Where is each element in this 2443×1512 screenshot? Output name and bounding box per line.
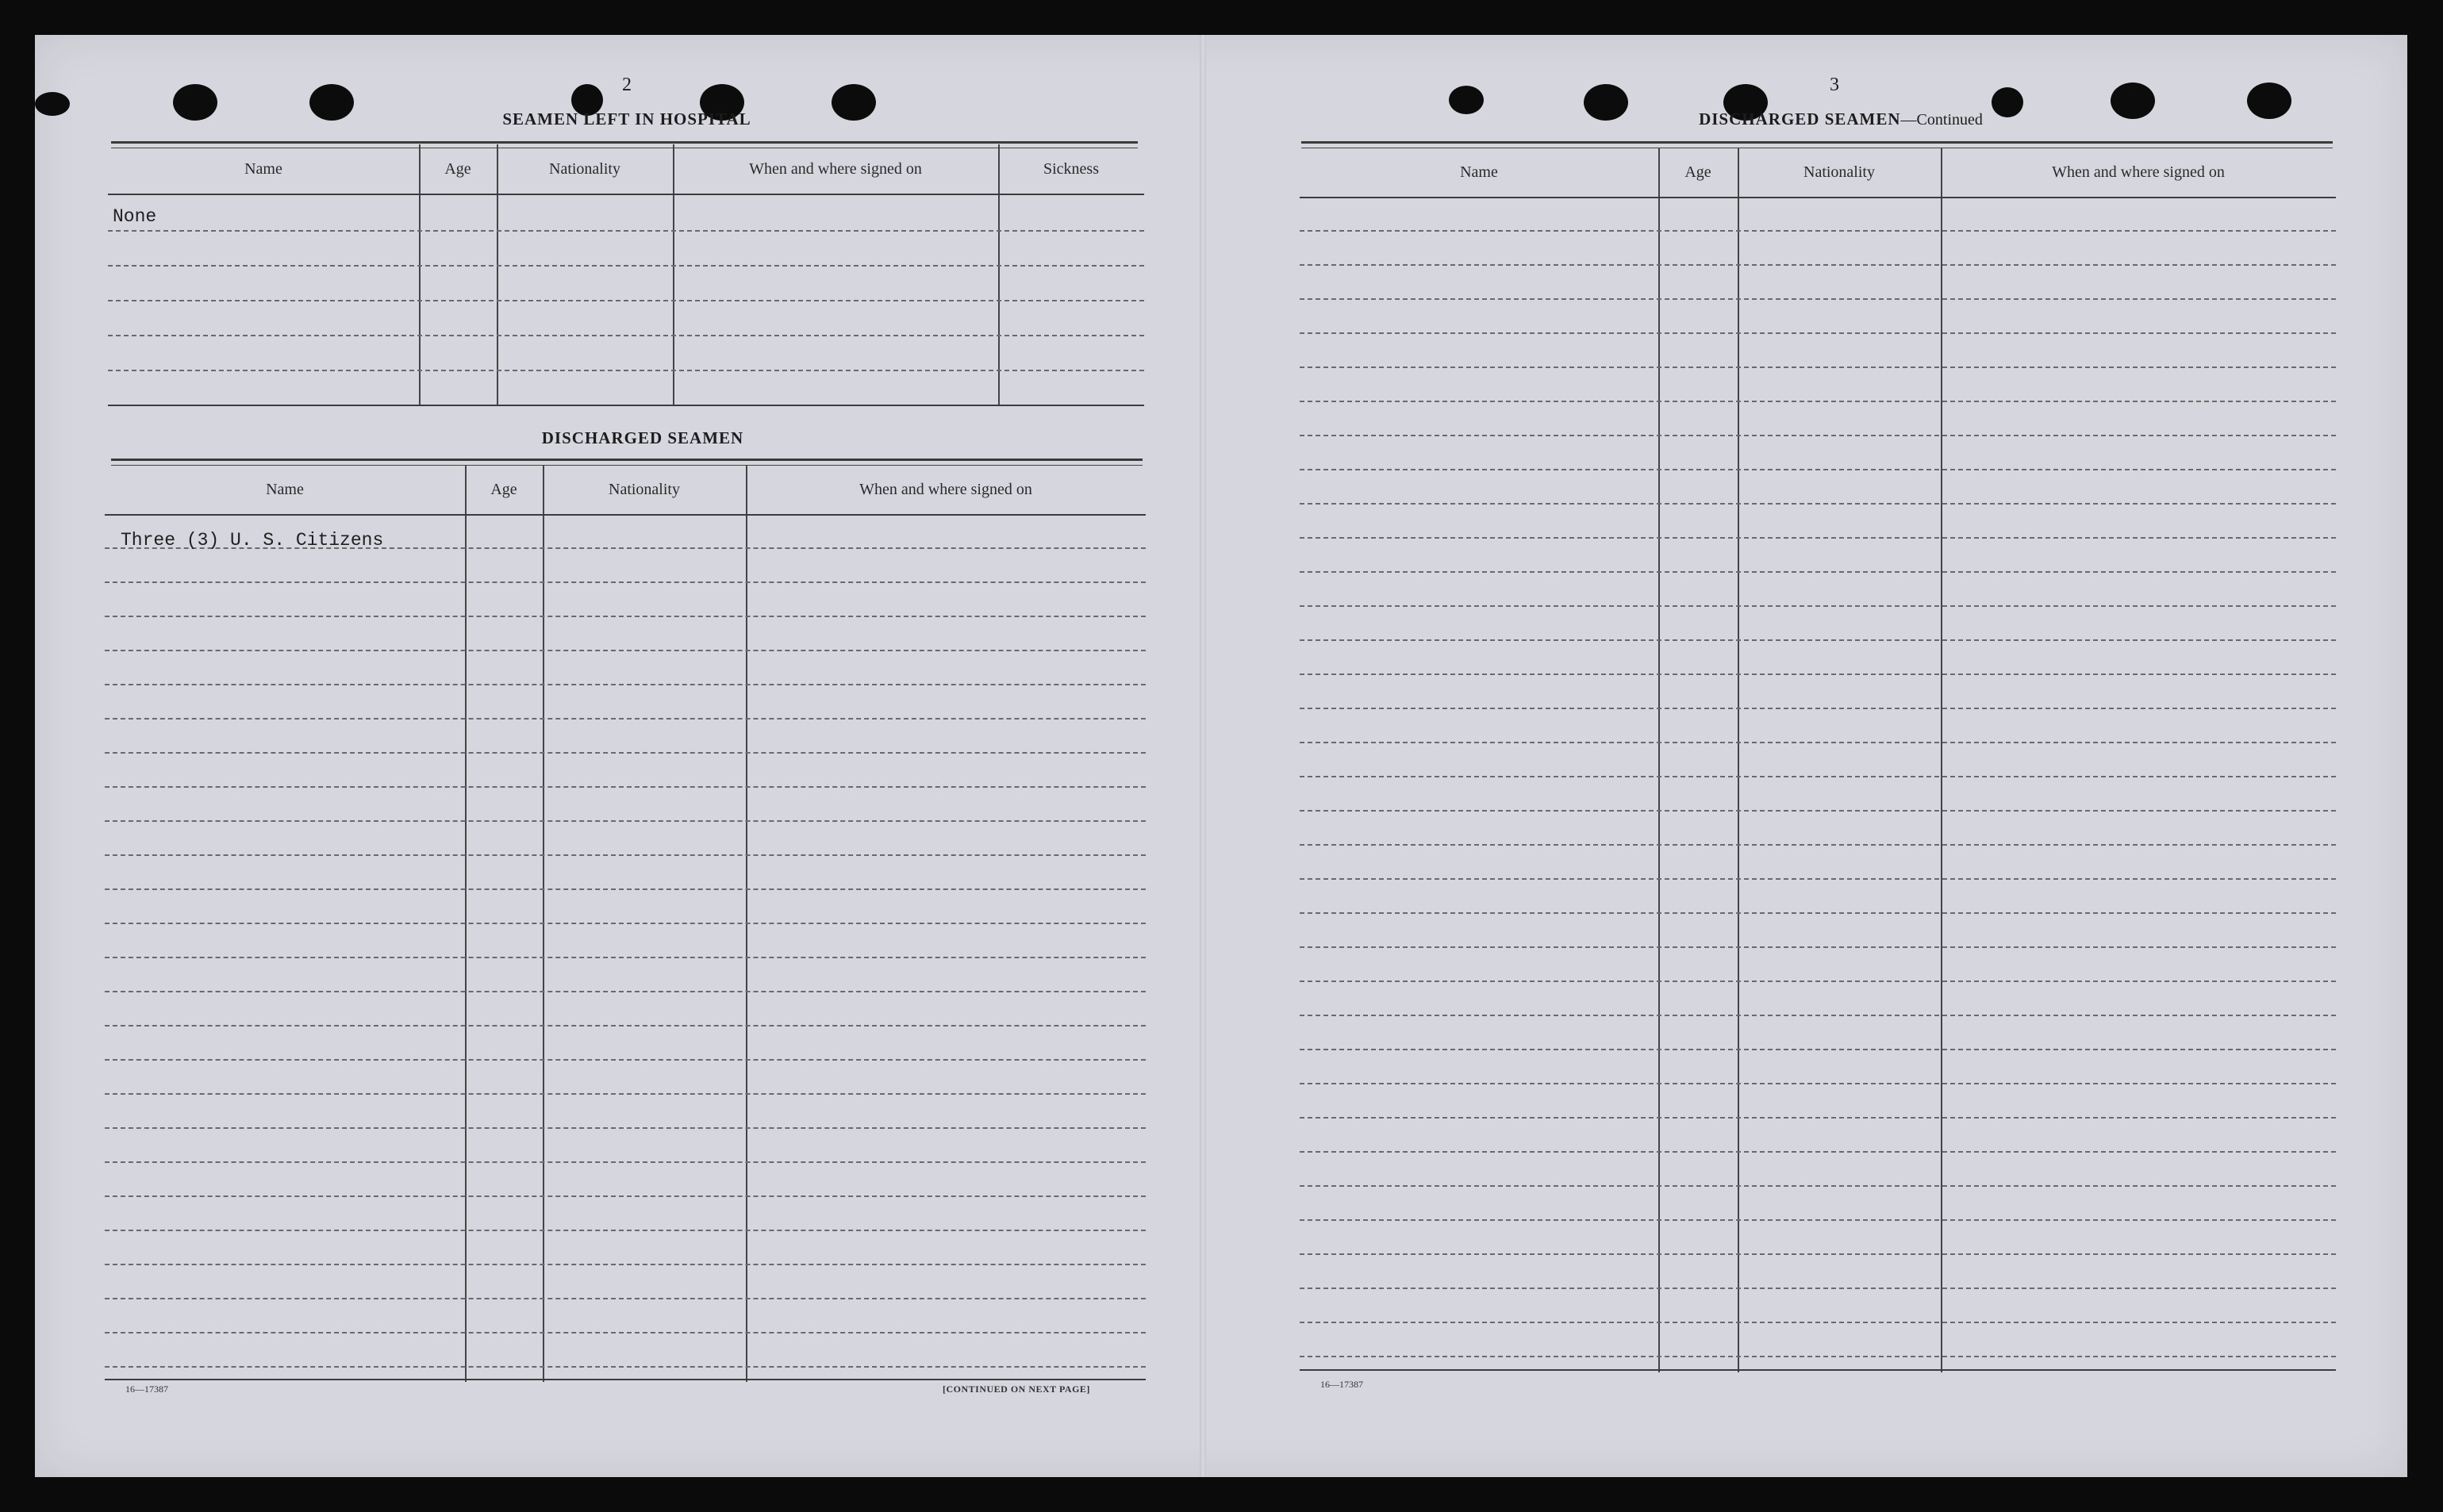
row-line (105, 786, 1146, 788)
table-bottom (1300, 1369, 2336, 1371)
row-line (105, 1161, 1146, 1163)
row-line (105, 1093, 1146, 1095)
row-line (105, 1230, 1146, 1231)
title-suffix: —Continued (1900, 111, 1983, 129)
row-line (1300, 1015, 2336, 1016)
row-line (1300, 912, 2336, 914)
header-underline (108, 194, 1144, 195)
col-header-sickness: Sickness (1043, 159, 1099, 178)
row-line (1300, 946, 2336, 948)
row-line (1300, 673, 2336, 675)
row-line (1300, 230, 2336, 232)
top-rule (111, 141, 1138, 144)
row-line (1300, 878, 2336, 880)
row-line (1300, 1117, 2336, 1119)
col-divider (998, 144, 1000, 406)
col-header-name: Name (266, 480, 304, 498)
row-line (1300, 537, 2336, 539)
punch-hole (309, 84, 354, 121)
discharged-continued-title (1634, 109, 2047, 129)
col-header-nationality: Nationality (549, 159, 620, 178)
row-line (1300, 1219, 2336, 1221)
row-line (1300, 1185, 2336, 1187)
row-line (1300, 776, 2336, 777)
hospital-section-title: SEAMEN LEFT IN HOSPITAL (502, 109, 751, 129)
row-line (1300, 708, 2336, 709)
punch-hole (2111, 83, 2155, 119)
row-line (105, 1332, 1146, 1334)
col-header-nationality: Nationality (1803, 163, 1875, 181)
row-line (105, 854, 1146, 856)
discharged-entry-name: Three (3) U. S. Citizens (121, 530, 384, 551)
page-number: 3 (1830, 75, 1839, 95)
row-line (1300, 1151, 2336, 1153)
section-rule (111, 459, 1143, 461)
hospital-entry-name: None (113, 206, 157, 227)
punch-hole (2247, 83, 2291, 119)
header-underline (1300, 197, 2336, 198)
row-line (105, 1059, 1146, 1061)
form-number: 16—17387 (125, 1383, 168, 1395)
row-line (1300, 844, 2336, 846)
row-line (1300, 1049, 2336, 1050)
punch-hole (1449, 86, 1484, 114)
row-line (108, 265, 1144, 267)
col-header-nationality: Nationality (609, 480, 680, 498)
col-divider (1658, 148, 1660, 1372)
row-line (105, 957, 1146, 958)
row-line (1300, 1253, 2336, 1255)
row-line (105, 1298, 1146, 1299)
continued-note: [CONTINUED ON NEXT PAGE] (943, 1383, 1090, 1395)
row-line (105, 991, 1146, 992)
row-line (105, 923, 1146, 924)
row-line (105, 581, 1146, 583)
row-line (1300, 980, 2336, 982)
punch-hole (35, 92, 70, 116)
col-divider (1738, 148, 1739, 1372)
row-line (1300, 1288, 2336, 1289)
punch-hole (1584, 84, 1628, 121)
discharged-section-title: DISCHARGED SEAMEN (541, 428, 744, 447)
row-line (105, 888, 1146, 890)
col-divider (1941, 148, 1942, 1372)
title-text: DISCHARGED SEAMEN (1699, 109, 1901, 129)
row-line (1300, 469, 2336, 470)
row-line (105, 684, 1146, 685)
row-line (1300, 605, 2336, 607)
row-line (105, 1127, 1146, 1129)
col-header-age: Age (1684, 163, 1711, 181)
row-line (108, 335, 1144, 336)
row-line (105, 1366, 1146, 1368)
discharged-table-left (105, 465, 1146, 1382)
row-line (105, 1264, 1146, 1265)
table-bottom (105, 1379, 1146, 1380)
row-line (108, 230, 1144, 232)
row-line (1300, 264, 2336, 266)
col-header-age: Age (490, 480, 517, 498)
col-header-name: Name (1460, 163, 1498, 181)
row-line (1300, 639, 2336, 641)
row-line (1300, 571, 2336, 573)
row-line (105, 820, 1146, 822)
row-line (105, 752, 1146, 754)
page-number: 2 (622, 75, 632, 95)
col-header-signed-on: When and where signed on (749, 159, 922, 178)
center-fold (1200, 35, 1206, 1477)
header-underline (105, 514, 1146, 516)
row-line (1300, 1322, 2336, 1323)
row-line (105, 718, 1146, 720)
col-header-name: Name (244, 159, 282, 178)
row-line (108, 300, 1144, 301)
row-line (1300, 332, 2336, 334)
row-line (105, 1195, 1146, 1197)
row-line (1300, 401, 2336, 402)
row-line (105, 616, 1146, 617)
col-header-age: Age (444, 159, 471, 178)
hospital-table (108, 144, 1144, 406)
punch-hole (173, 84, 217, 121)
col-divider (497, 144, 498, 406)
col-header-signed-on: When and where signed on (2052, 163, 2225, 181)
col-divider (673, 144, 674, 406)
col-header-signed-on: When and where signed on (859, 480, 1032, 498)
row-line (1300, 1356, 2336, 1357)
row-line (1300, 810, 2336, 812)
row-line (1300, 503, 2336, 505)
form-number: 16—17387 (1320, 1379, 1363, 1390)
row-line (1300, 742, 2336, 743)
row-line (1300, 366, 2336, 368)
row-line (108, 370, 1144, 371)
table-bottom (108, 405, 1144, 406)
row-line (1300, 1083, 2336, 1084)
row-line (105, 1025, 1146, 1027)
top-rule (1301, 141, 2333, 144)
row-line (105, 650, 1146, 651)
discharged-table-right (1300, 148, 2336, 1372)
row-line (1300, 435, 2336, 436)
col-divider (419, 144, 421, 406)
row-line (1300, 298, 2336, 300)
